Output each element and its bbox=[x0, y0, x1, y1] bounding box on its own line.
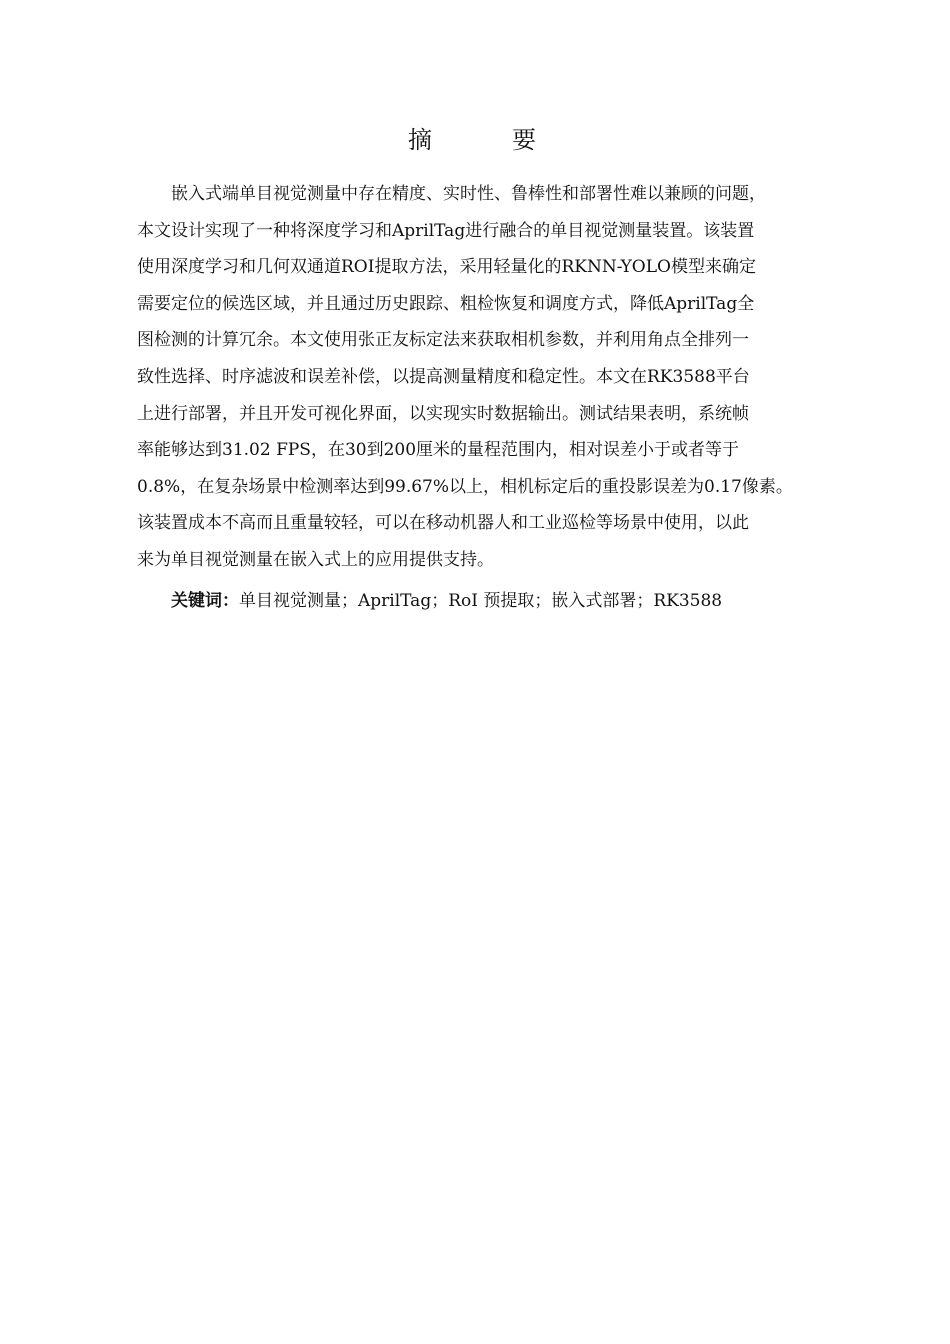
keywords-label: 关键词： bbox=[171, 591, 239, 611]
abstract-line: 来为单目视觉测量在嵌入式上的应用提供支持。 bbox=[137, 549, 494, 570]
abstract-line: 嵌入式端单目视觉测量中存在精度、实时性、鲁棒性和部署性难以兼顾的问题， bbox=[171, 184, 766, 204]
abstract-line: 图检测的计算冗余。本文使用张正友标定法来获取相机参数，并利用角点全排列一 bbox=[137, 330, 749, 351]
keywords-text: 单目视觉测量；AprilTag；RoI 预提取；嵌入式部署；RK3588 bbox=[239, 591, 723, 611]
abstract-line: 上进行部署，并且开发可视化界面，以实现实时数据输出。测试结果表明，系统帧 bbox=[137, 403, 749, 424]
abstract-line: 本文设计实现了一种将深度学习和AprilTag进行融合的单目视觉测量装置。该装置 bbox=[137, 220, 755, 241]
abstract-line: 该装置成本不高而且重量较轻，可以在移动机器人和工业巡检等场景中使用，以此 bbox=[137, 513, 749, 534]
abstract-line: 率能够达到31.02 FPS，在30到200厘米的量程范围内，相对误差小于或者等于 bbox=[137, 440, 740, 461]
page-title: 摘 要 bbox=[408, 126, 564, 154]
abstract-line: 致性选择、时序滤波和误差补偿，以提高测量精度和稳定性。本文在RK3588平台 bbox=[137, 366, 750, 387]
abstract-line: 0.8%，在复杂场景中检测率达到99.67%以上，相机标定后的重投影误差为0.17像素。 bbox=[137, 476, 793, 497]
abstract-line: 需要定位的候选区域，并且通过历史跟踪、粗检恢复和调度方式，降低AprilTag全 bbox=[137, 293, 755, 314]
keywords-line bbox=[171, 585, 722, 617]
abstract-body bbox=[137, 176, 851, 579]
abstract-line: 使用深度学习和几何双通道ROI提取方法，采用轻量化的RKNN-YOLO模型来确定 bbox=[137, 257, 756, 278]
